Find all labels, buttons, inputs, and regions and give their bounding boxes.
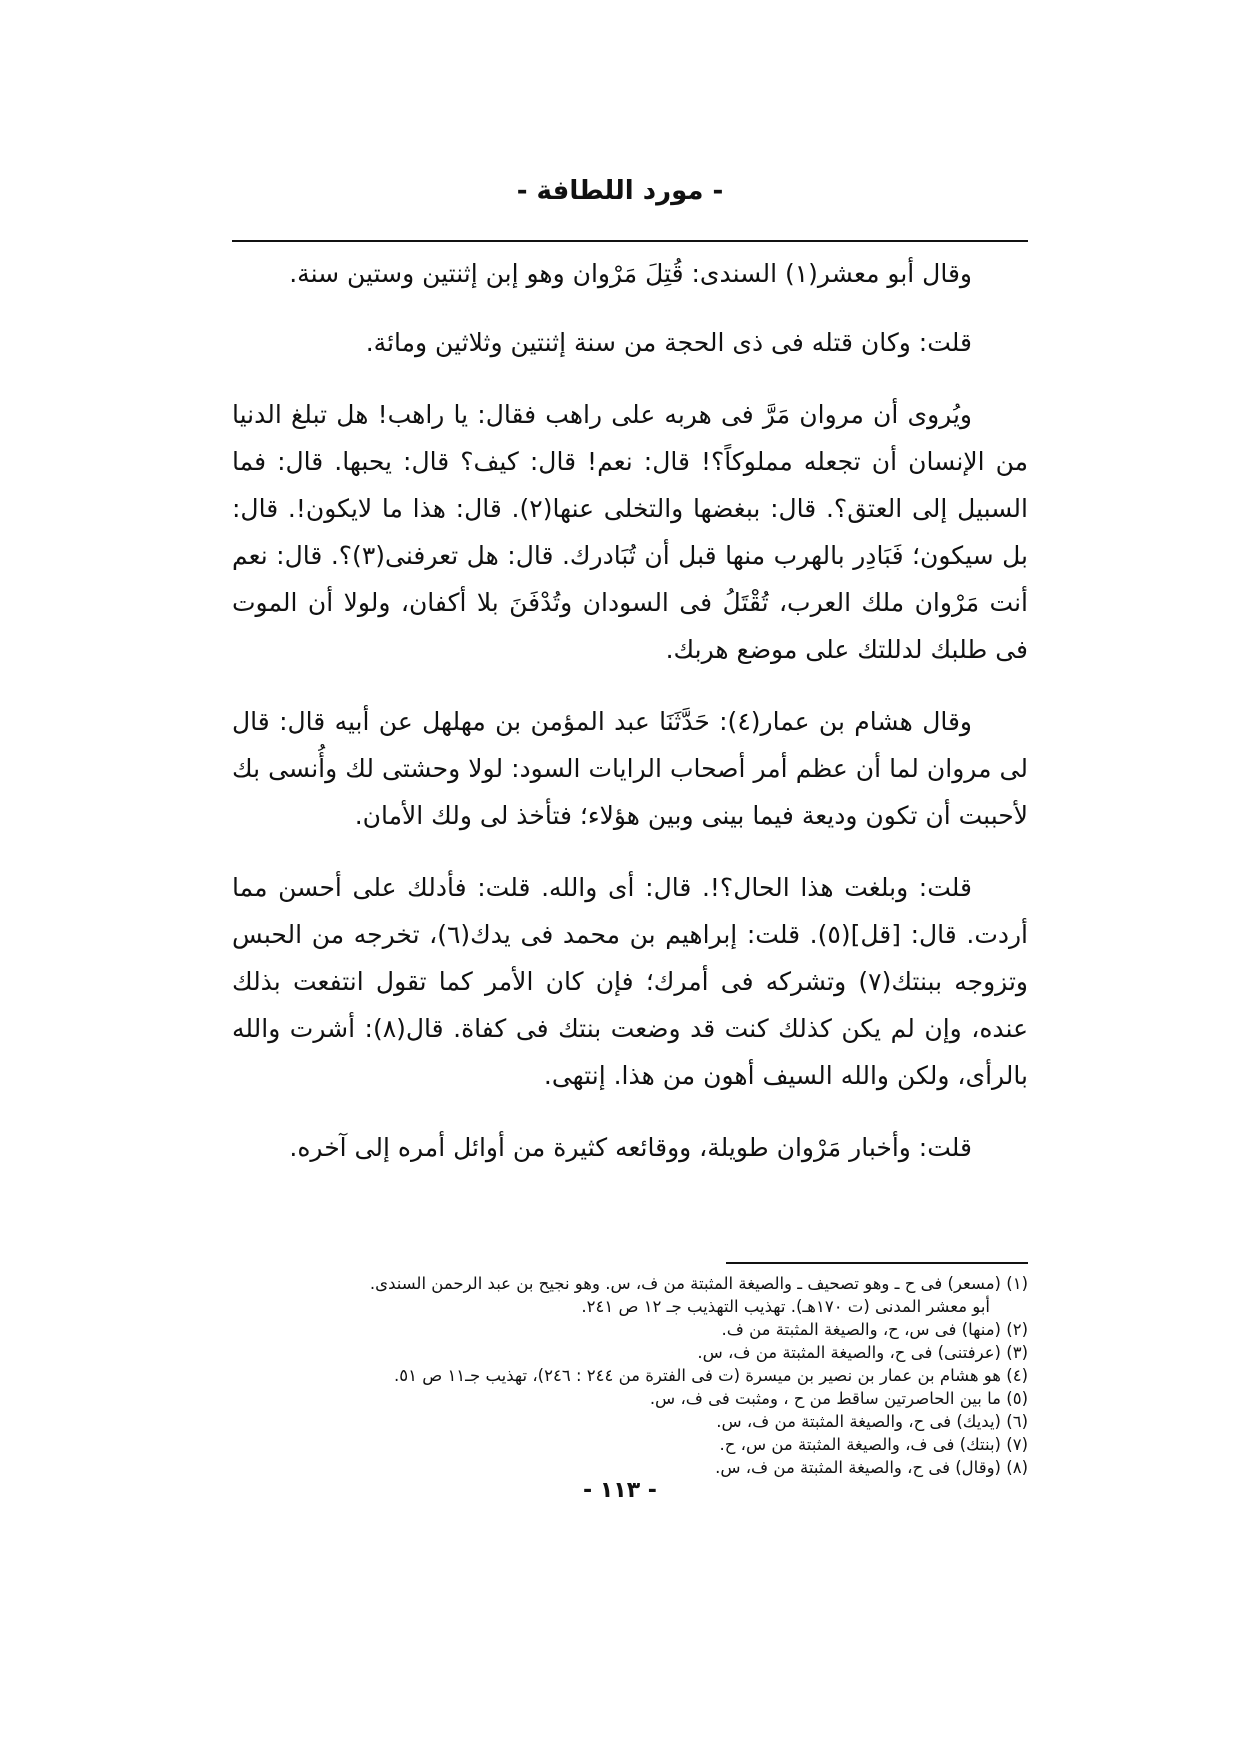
paragraph: قلت: وأخبار مَرْوان طويلة، ووقائعه كثيرة من أوائل أمره إلى آخره.	[289, 1133, 972, 1162]
footnote	[232, 1433, 1028, 1456]
footnote	[232, 1364, 1028, 1387]
footnote-text: (٦) (يديك) فى ح، والصيغة المثبتة من ف، س.	[716, 1412, 1028, 1431]
footnote-divider	[726, 1262, 1028, 1264]
footnote-text: (٨) (وقال) فى ح، والصيغة المثبتة من ف، س.	[715, 1458, 1028, 1477]
paragraph: وقال أبو معشر(١) السندى: قُتِلَ مَرْوان وهو إبن إثنتين وستين سنة.	[289, 259, 972, 288]
footnote-text: (٣) (عرفتنى) فى ح، والصيغة المثبتة من ف، س.	[697, 1343, 1028, 1362]
footnote	[232, 1410, 1028, 1433]
footnote	[232, 1341, 1028, 1364]
footnote-text: (٤) هو هشام بن عمار بن نصير بن ميسرة (ت فى الفترة من ٢٤٤ : ٢٤٦)، تهذيب جـ١١ ص ٥١.	[394, 1366, 1028, 1385]
paragraph: قلت: وبلغت هذا الحال؟!. قال: أى والله. قلت: فأدلك على أحسن مما أردت. قال: [قل](٥). قلت: إبراهيم بن محمد فى يدك(٦)، تخرجه من الحبس وتزوجه ببنتك(٧) وتشركه فى أمرك؛ فإن كان الأمر كما تقول انتفعت بذلك عنده، وإن لم يكن كذلك كنت قد وضعت بنتك فى كفاة. قال(٨): أشرت والله بالرأى، ولكن والله السيف أهون من هذا. إنتهى.	[232, 873, 1029, 1090]
footnote-text: (٥) ما بين الحاصرتين ساقط من ح ، ومثبت فى ف، س.	[649, 1389, 1028, 1408]
paragraph: قلت: وكان قتله فى ذى الحجة من سنة إثنتين وثلاثين ومائة.	[365, 328, 972, 357]
footnote	[232, 1387, 1028, 1410]
paragraph: ويُروى أن مروان مَرَّ فى هربه على راهب فقال: يا راهب! هل تبلغ الدنيا من الإنسان أن تجعله مملوكاً؟! قال: نعم! قال: كيف؟ قال: يحبها. قال: فما السبيل إلى العتق؟. قال: ببغضها والتخلى عنها(٢). قال: هذا ما لايكون!. قال: بل سيكون؛ فَبَادِر بالهرب منها قبل أن تُبَادرك. قال: هل تعرفنى(٣)؟. قال: نعم أنت مَرْوان ملك العرب، تُقْتَلُ فى السودان وتُدْفَنَ بلا أكفان، ولولا أن الموت فى طلبك لدللتك على موضع هربك.	[232, 400, 1028, 664]
footnote-text: (٢) (منها) فى س، ح، والصيغة المثبتة من ف.	[721, 1320, 1028, 1339]
main-text	[232, 250, 1028, 1196]
footnote-continuation: أبو معشر المدنى (ت ١٧٠هـ). تهذيب التهذيب جـ ١٢ ص ٢٤١.	[581, 1297, 990, 1316]
footnote	[232, 1456, 1028, 1479]
footnote-text: (٧) (بنتك) فى ف، والصيغة المثبتة من س، ح.	[719, 1435, 1028, 1454]
footnote	[232, 1318, 1028, 1341]
running-header: - مورد اللطافة -	[516, 176, 724, 206]
footnote-text: (١) (مسعر) فى ح ـ وهو تصحيف ـ والصيغة المثبتة من ف، س. وهو نجيح بن عبد الرحمن السندى.	[369, 1274, 1028, 1293]
paragraph: وقال هشام بن عمار(٤): حَدَّثَنَا عبد المؤمن بن مهلهل عن أبيه قال: قال لى مروان لما أن عظم أمر أصحاب الرايات السود: لولا وحشتى لك وأُنسى بك لأحببت أن تكون وديعة فيما بينى وبين هؤلاء؛ فتأخذ لى ولك الأمان.	[232, 707, 1028, 830]
header-divider	[232, 240, 1028, 242]
footnotes	[232, 1272, 1028, 1479]
page-number: - ١١٣ -	[583, 1478, 657, 1503]
footnote	[232, 1272, 1028, 1318]
